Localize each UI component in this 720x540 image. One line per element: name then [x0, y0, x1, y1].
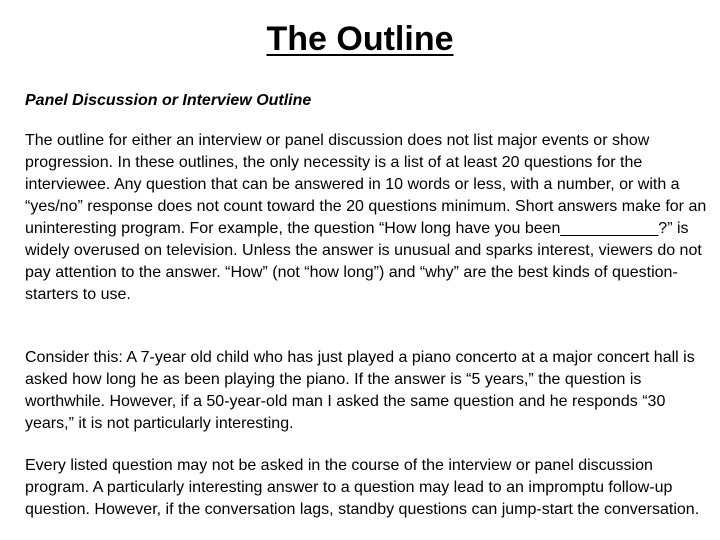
paragraph-example: Consider this: A 7-year old child who has just played a piano concerto at a major concert hall is asked how long he as been playing the piano. If the answer is “5 years,” the question is worthwhile. However, if a 50-year-old man I asked the same question and he responds “30 years,” it is not particularly interesting.: [25, 349, 695, 432]
paragraph-followup: Every listed question may not be asked in the course of the interview or panel discussion program. A particularly interesting answer to a question may lead to an impromptu follow-up question. However, if the conversation lags, standby questions can jump-start the conversation.: [25, 457, 700, 518]
section-subtitle: Panel Discussion or Interview Outline: [25, 92, 312, 109]
slide-title: The Outline: [266, 20, 454, 58]
paragraph-outline-description: The outline for either an interview or panel discussion does not list major events or show progression. In these outlines, the only necessity is a list of at least 20 questions for the interviewee. Any question that can be answered in 10 words or less, with a number, or with a “yes/no” response does not count toward the 20 questions minimum. Short answers make for an uninteresting program. For example, the question “How long have you been___________?” is widely overused on television. Unless the answer is unusual and sparks interest, viewers do not pay attention to the answer. “How” (not “how long”) and “why” are the best kinds of question-starters to use.: [25, 132, 707, 303]
